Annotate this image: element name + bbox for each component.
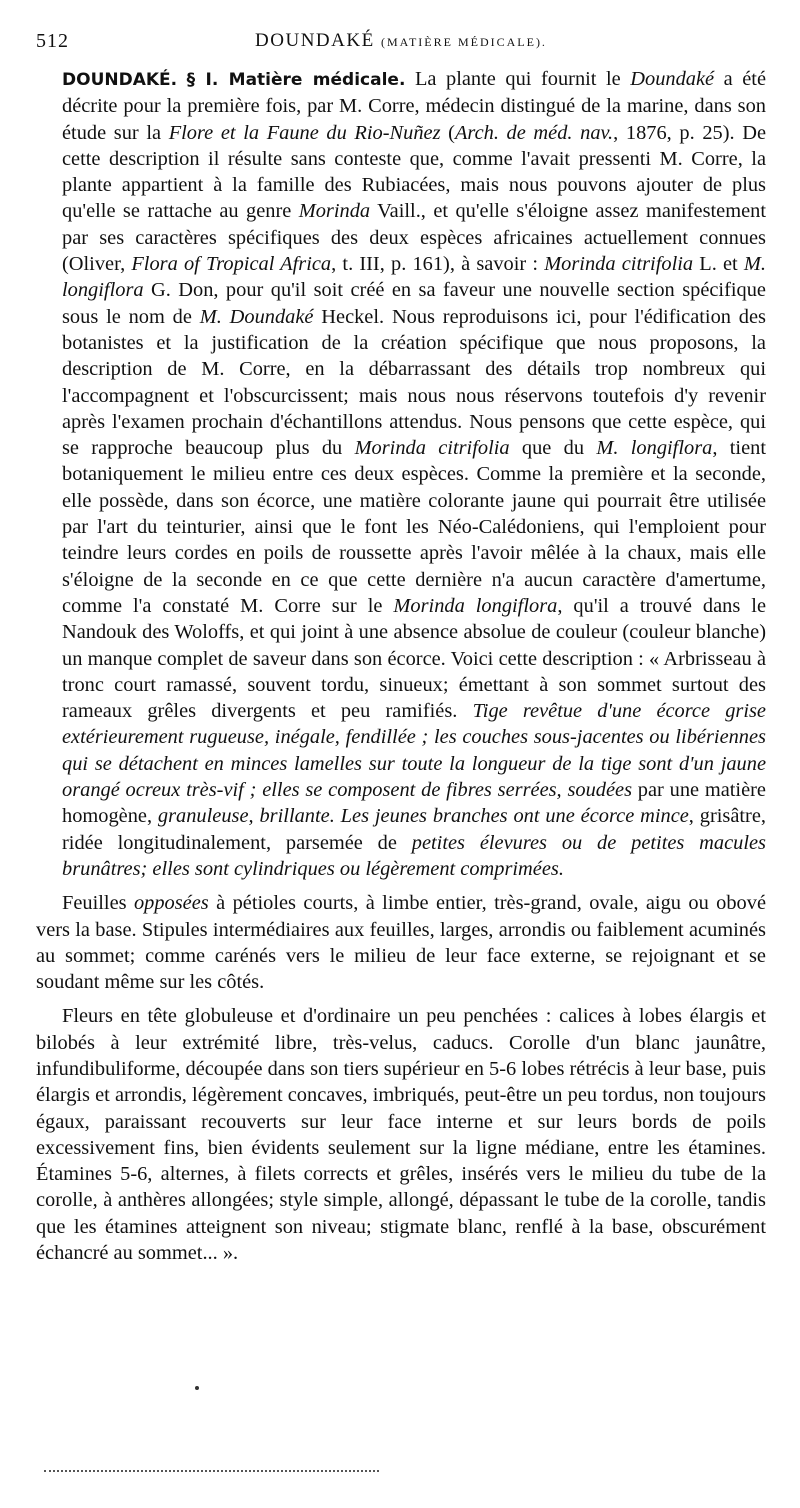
paragraph-1: [36, 66, 766, 882]
running-head: [36, 24, 766, 58]
text-run: , qu'il a trouvé dans le Nandouk des Woloffs, et qui joint à une absence absolue de couleur (couleur blanche) un manque complet de saveur dans son écorce. Voici cette description : « Arbrisseau à tronc court ramassé, souvent tordu, sinueux; émettant à son sommet surtout des rameaux grêles divergents et peu ramifiés.: [62, 594, 766, 723]
italic-run: Flora of Tropical Africa: [131, 253, 332, 276]
italic-run: granuleuse, brillante. Les jeunes branches ont une écorce mince: [157, 805, 689, 828]
text-run: Feuilles: [62, 892, 134, 915]
italic-run: M. longiflora: [62, 253, 766, 302]
text-run: , tient botaniquement le milieu entre ces deux espèces. Comme la première et la seconde, elle possède, dans son écorce, une matière colorante jaune qui pourrait être utilisée par l'art du teinturier, ainsi que le font les Néo-Calédoniens, qui l'emploient pour teindre leurs cordes en poils de roussette après l'avoir mêlée à la chaux, mais elle s'éloigne de la seconde en ce que cette dernière n'a aucun caractère d'amertume, comme l'a constaté M. Corre sur le: [62, 437, 766, 617]
text-run: Heckel. Nous reproduisons ici, pour l'édification des botanistes et la justification de la création spécifique que nous proposons, la description de M. Corre, en la débarrassant des détails trop nombreux qui l'accompagnent et l'obscurcissent; mais nous nous réservons toutefois d'y revenir après l'examen prochain d'échantillons attendus. Nous pensons que cette espèce, qui se rapproche beaucoup plus du: [62, 305, 766, 460]
page-number: 512: [36, 30, 69, 52]
footer-rule: [44, 1470, 379, 1472]
text-run: a été décrite pour la première fois, par M. Corre, médecin distingué de la marine, dans son étude sur la: [62, 68, 766, 144]
text-run: , 1876, p. 25). De cette description il résulte sans conteste que, comme l'avait pressenti M. Corre, la plante appartient à la famille des Rubiacées, mais nous pouvons ajouter de plus qu'elle se rattache au genre: [62, 121, 766, 223]
italic-run: Tige revêtue d'une écorce grise extérieurement rugueuse, inégale, fendillée ; les couches sous-jacentes ou libériennes qui se détachent en minces lamelles sur toute la longueur de la tige sont d'un jaune orangé ocreux très-vif ; elles se composent de fibres serrées, soudées: [62, 700, 766, 802]
text-run: , t. III, p. 161), à savoir :: [331, 253, 545, 276]
paragraph-2: [36, 890, 766, 995]
ink-dot: [195, 1386, 199, 1390]
text-run: par une matière homogène,: [62, 779, 766, 828]
italic-run: Morinda citrifolia: [544, 253, 694, 276]
italic-run: Flore et la Faune du Rio-Nuñez: [168, 121, 441, 144]
section-heading: § I. Matière médicale.: [186, 70, 406, 90]
running-title: [36, 30, 766, 52]
italic-run: Arch. de méd. nav.: [454, 121, 614, 144]
text-run: La plante qui fournit le: [405, 68, 631, 90]
text-run: que du: [509, 437, 597, 460]
italic-run: opposées: [133, 892, 209, 915]
body-text: [36, 66, 766, 1266]
running-title-main: DOUNDAKÉ: [255, 30, 375, 51]
text-run: G. Don, pour qu'il soit créé en sa faveur une nouvelle section spécifique sous le nom de: [62, 279, 766, 328]
entry-headword: DOUNDAKÉ.: [62, 70, 178, 90]
italic-run: Morinda: [298, 200, 371, 223]
book-page: [36, 24, 766, 1274]
text-run: Fleurs en tête globuleuse et d'ordinaire un peu penchées : calices à lobes élargis et bilobés à leur extrémité libre, très-velus, caducs. Corolle d'un blanc jaunâtre, infundibuliforme, découpée dans son tiers supérieur en 5-6 lobes rétrécis à leur base, puis élargis et arrondis, légèrement concaves, imbriqués, peut-être un peu tordus, non toujours égaux, paraissant recouverts sur leur face interne et sur leurs bords de poils excessivement fins, bien évidents seulement sur la ligne médiane, entre les étamines. Étamines 5-6, alternes, à filets corrects et grêles, insérés vers le milieu du tube de la corolle, à anthères allongées; style simple, allongé, dépassant le tube de la corolle, tandis que les étamines atteignent son niveau; stigmate blanc, renflé à la base, obscurément échancré au sommet... ».: [36, 1005, 766, 1265]
text-run: , grisâtre, ridée longitudinalement, parsemée de: [62, 805, 766, 854]
italic-run: Morinda citrifolia: [354, 437, 510, 460]
italic-run: Morinda longiflora: [393, 594, 558, 617]
running-title-sub: (MATIÈRE MÉDICALE).: [380, 35, 547, 49]
text-run: à pétioles courts, à limbe entier, très-grand, ovale, aigu ou obové vers la base. Stipules intermédiaires aux feuilles, larges, arrondis ou faiblement acuminés au sommet; comme carénés vers le milieu de leur face externe, se rejoignant et se soudant même sur les côtés.: [36, 892, 766, 994]
italic-run: M. Doundaké: [199, 305, 314, 328]
text-run: (: [440, 121, 455, 144]
italic-run: petites élevures ou de petites macules brunâtres; elles sont cylindriques ou légèrement comprimées.: [62, 831, 766, 880]
italic-run: M. longiflora: [596, 437, 713, 460]
text-run: L. et: [693, 253, 744, 276]
italic-run: Doundaké: [630, 68, 715, 90]
text-run: Vaill., et qu'elle s'éloigne assez manifestement par ses caractères spécifiques des deux espèces africaines actuellement connues (Oliver,: [62, 200, 766, 276]
paragraph-3: [36, 1003, 766, 1266]
